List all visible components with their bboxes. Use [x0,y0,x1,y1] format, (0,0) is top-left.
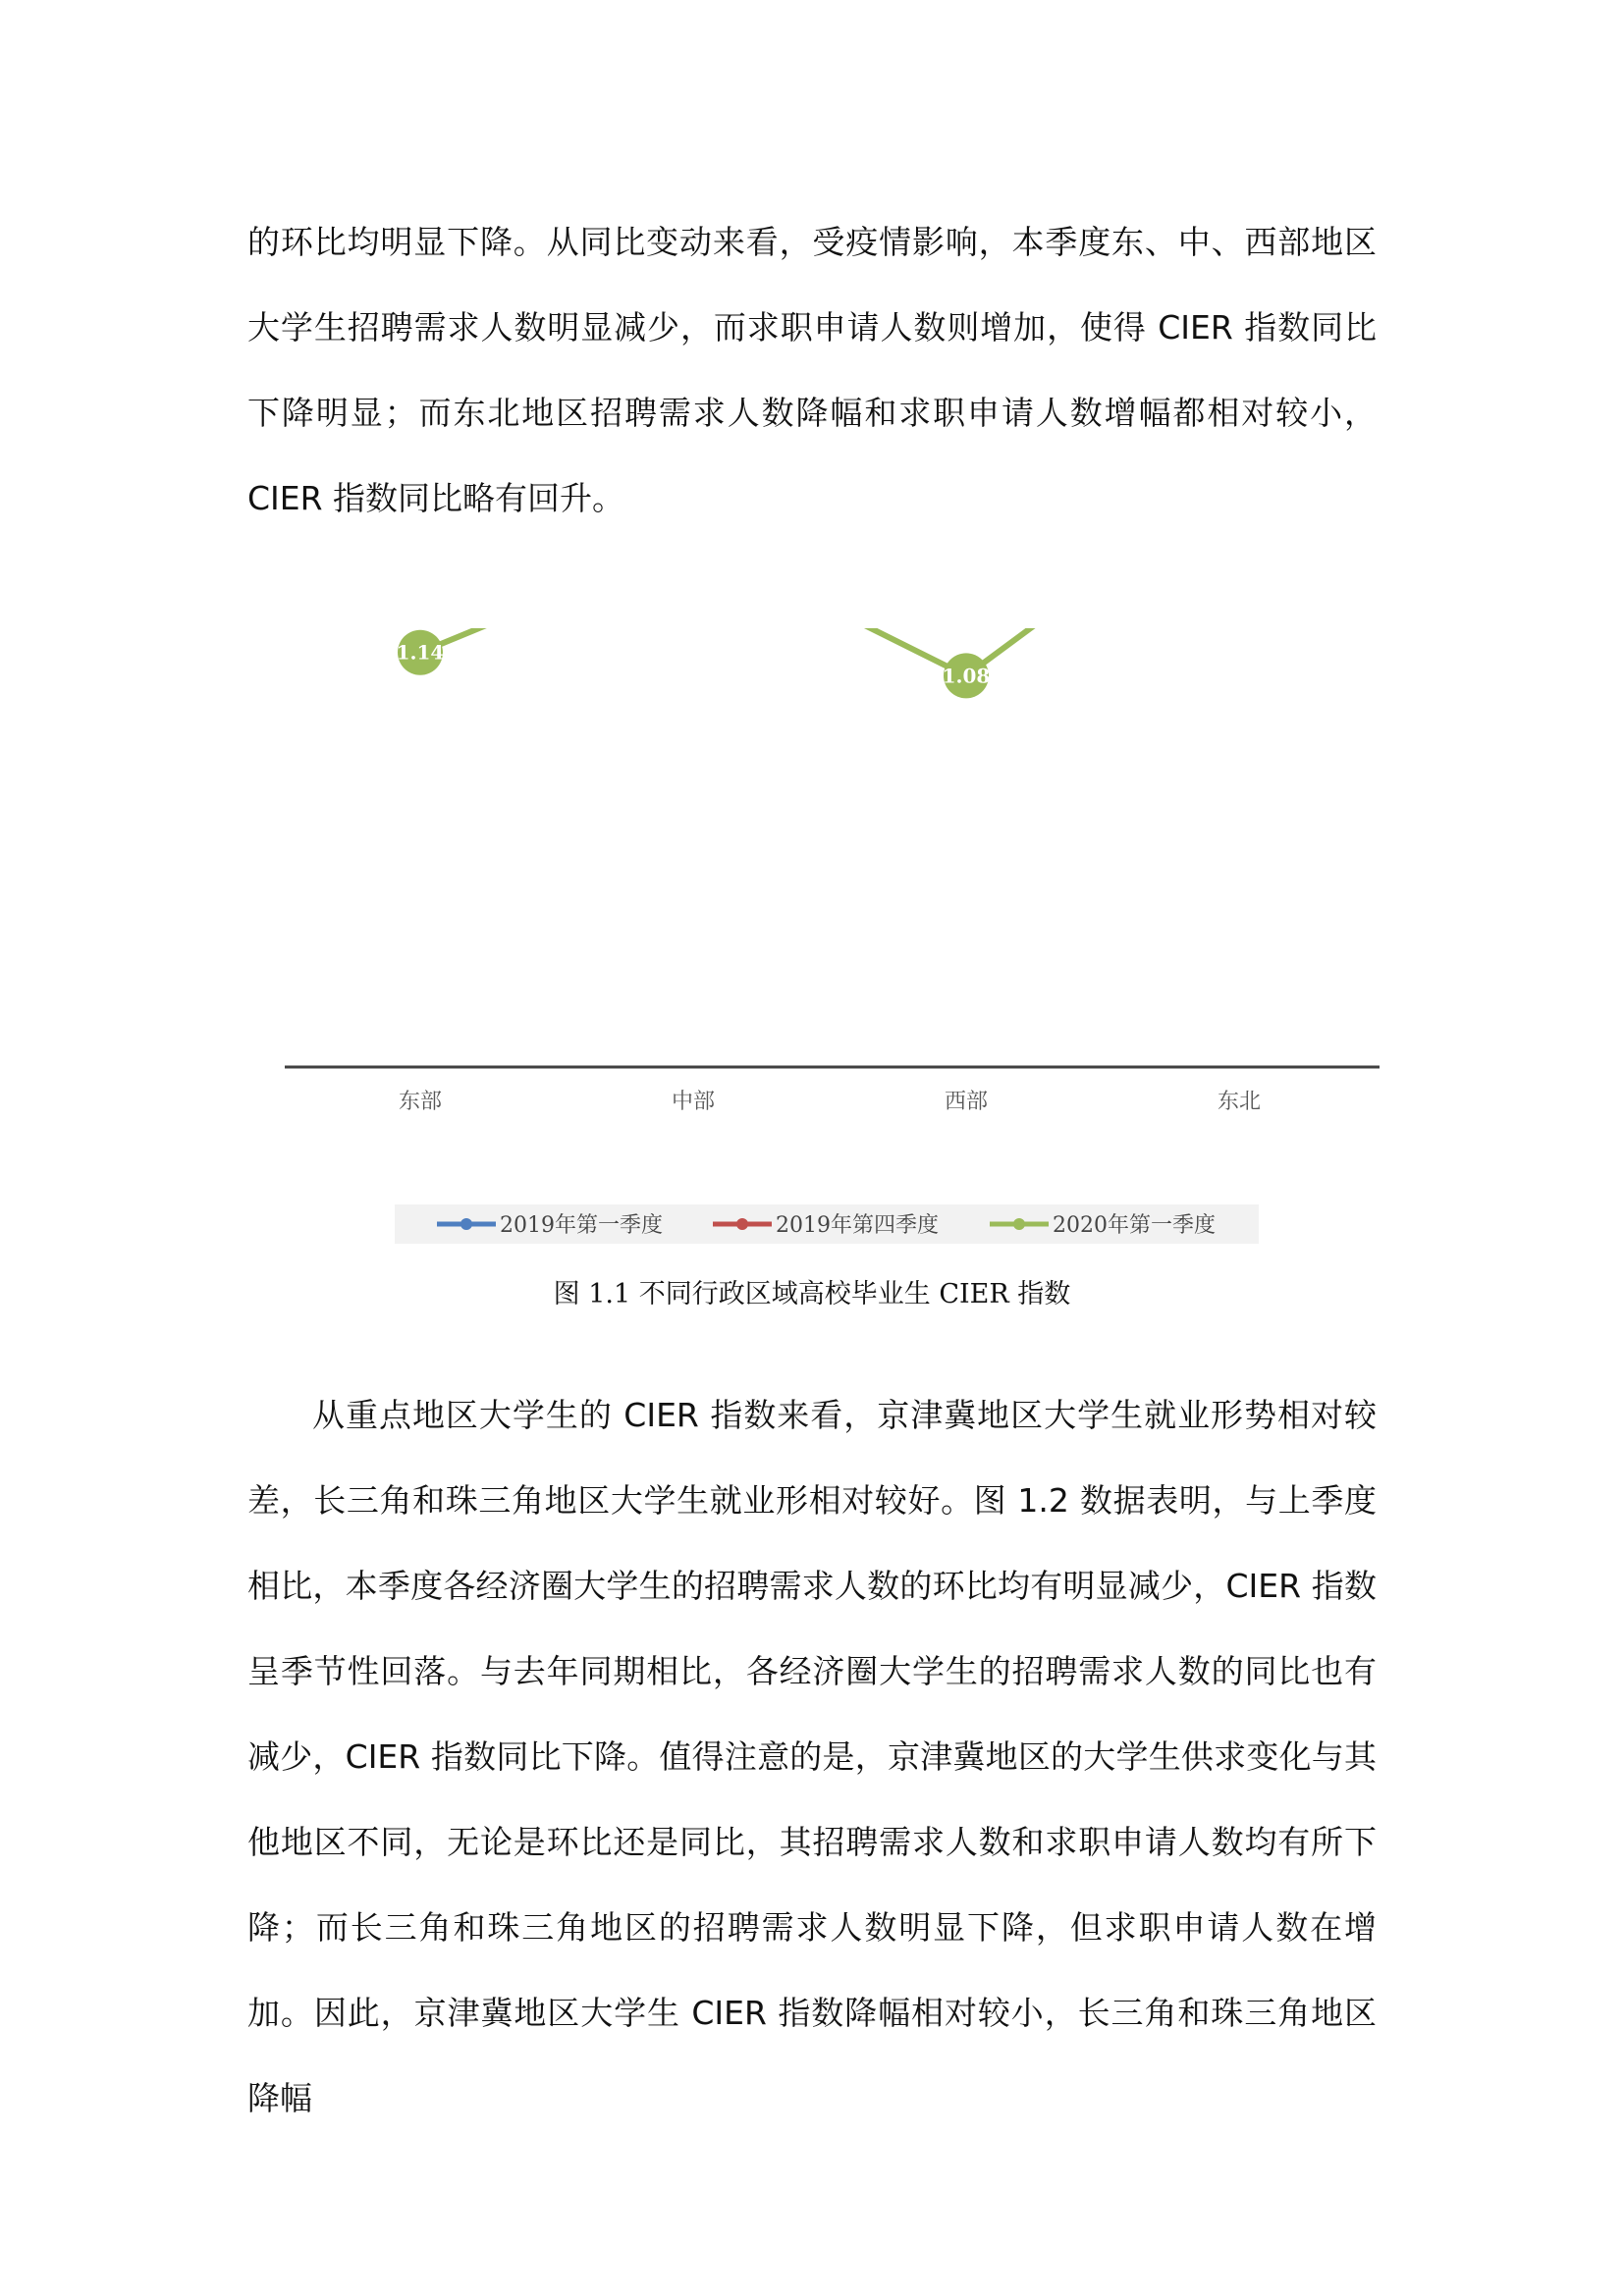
legend-label-0: 2019年第一季度 [500,1213,663,1238]
series-lines [420,628,1239,675]
cier-line-chart [0,628,1624,1256]
figure-caption: 图 1.1 不同行政区域高校毕业生 CIER 指数 [553,1279,1071,1309]
legend-swatch-dot-1 [736,1218,748,1230]
category-label-2: 西部 [944,1090,989,1114]
category-label-3: 东北 [1217,1090,1262,1114]
category-labels [399,1090,1261,1114]
legend-label-2: 2020年第一季度 [1053,1213,1216,1238]
chart-canvas [0,628,1624,1256]
legend-swatch-dot-0 [460,1218,472,1230]
body-paragraph-2: 从重点地区大学生的 CIER 指数来看，京津冀地区大学生就业形势相对较差，长三角和珠三角地区大学生就业形相对较好。图 1.2 数据表明，与上季度相比，本季度各经济圈大学生的招聘需求人数的环比均有明显减少，CIER 指数呈季节性回落。与去年同期相比，各经济圈大学生的招聘需求人数的同比也有减少，CIER 指数同比下降。值得注意的是，京津冀地区的大学生供求变化与其他地区不同，无论是环比还是同比，其招聘需求人数和求职申请人数均有所下降；而长三角和珠三角地区的招聘需求人数明显下降，但求职申请人数在增加。因此，京津冀地区大学生 CIER 指数降幅相对较小，长三角和珠三角地区降幅 [247,1396,1377,2117]
legend-label-1: 2019年第四季度 [776,1213,939,1238]
category-label-0: 东部 [398,1090,443,1114]
body-paragraph-1: 的环比均明显下降。从同比变动来看，受疫情影响，本季度东、中、西部地区大学生招聘需求人数明显减少，而求职申请人数则增加，使得 CIER 指数同比下降明显；而东北地区招聘需求人数降幅和求职申请人数增幅都相对较小，CIER 指数同比略有回升。 [247,223,1377,517]
data-label-2-2: 1.08 [942,664,991,688]
series-line-2 [420,628,1239,675]
legend [437,1213,1216,1238]
data-points [397,628,1264,698]
data-label-2-0: 1.14 [396,640,445,665]
category-label-1: 中部 [671,1090,716,1114]
legend-swatch-dot-2 [1013,1218,1025,1230]
